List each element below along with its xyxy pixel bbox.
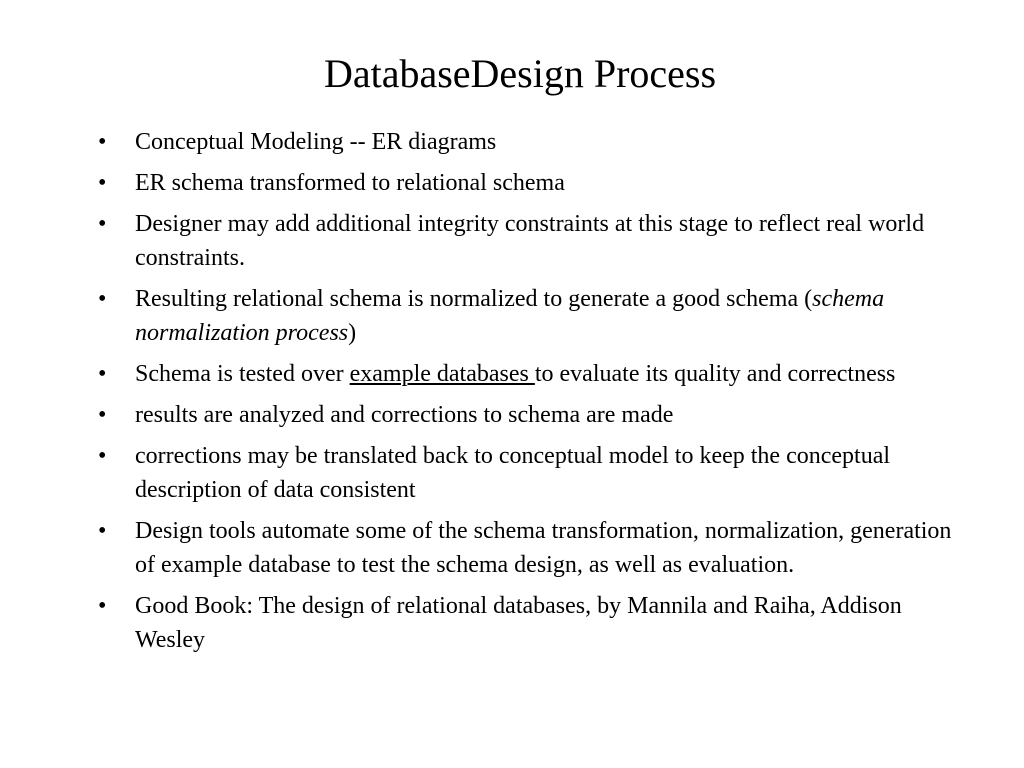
bullet-text: results are analyzed and corrections to schema are made (135, 402, 674, 428)
bullet-text-before: Schema is tested over (135, 361, 350, 387)
bullet-text-after: ) (348, 320, 357, 346)
bullet-text: Conceptual Modeling -- ER diagrams (135, 129, 497, 155)
bullet-text-after: to evaluate its quality and correctness (534, 361, 896, 387)
bullet-text: ER schema transformed to relational schema (135, 170, 565, 196)
bullet-item (0, 514, 1024, 582)
bullet-marker: • (98, 361, 107, 387)
bullet-marker: • (98, 170, 107, 196)
bullet-marker: • (98, 402, 107, 428)
bullet-item (0, 282, 1024, 350)
bullet-text: corrections may be translated back to conceptual model to keep the conceptual description of data consistent (135, 443, 891, 503)
bullet-item (0, 439, 1024, 507)
example-databases-link[interactable]: example databases (349, 361, 535, 387)
bullet-text-before: Resulting relational schema is normalized to generate a good schema ( (135, 286, 813, 312)
bullet-item (0, 357, 1024, 391)
bullet-item (0, 207, 1024, 275)
bullet-marker: • (98, 286, 107, 312)
bullet-item (0, 589, 1024, 657)
bullet-marker: • (98, 129, 107, 155)
bullet-marker: • (98, 211, 107, 237)
bullet-item (0, 125, 1024, 159)
bullet-item (0, 398, 1024, 432)
bullet-marker: • (98, 443, 107, 469)
bullet-text: Design tools automate some of the schema transformation, normalization, generation of example database to test the schema design, as well as evaluation. (135, 518, 952, 578)
bullet-list (0, 125, 1024, 664)
bullet-marker: • (98, 518, 107, 544)
bullet-item (0, 166, 1024, 200)
bullet-text: Designer may add additional integrity constraints at this stage to reflect real world constraints. (135, 211, 925, 271)
bullet-marker: • (98, 593, 107, 619)
bullet-text: Good Book: The design of relational databases, by Mannila and Raiha, Addison Wesley (135, 593, 902, 653)
bullet-text-italic: schema normalization process (135, 286, 885, 346)
slide-title: DatabaseDesign Process (323, 51, 717, 96)
